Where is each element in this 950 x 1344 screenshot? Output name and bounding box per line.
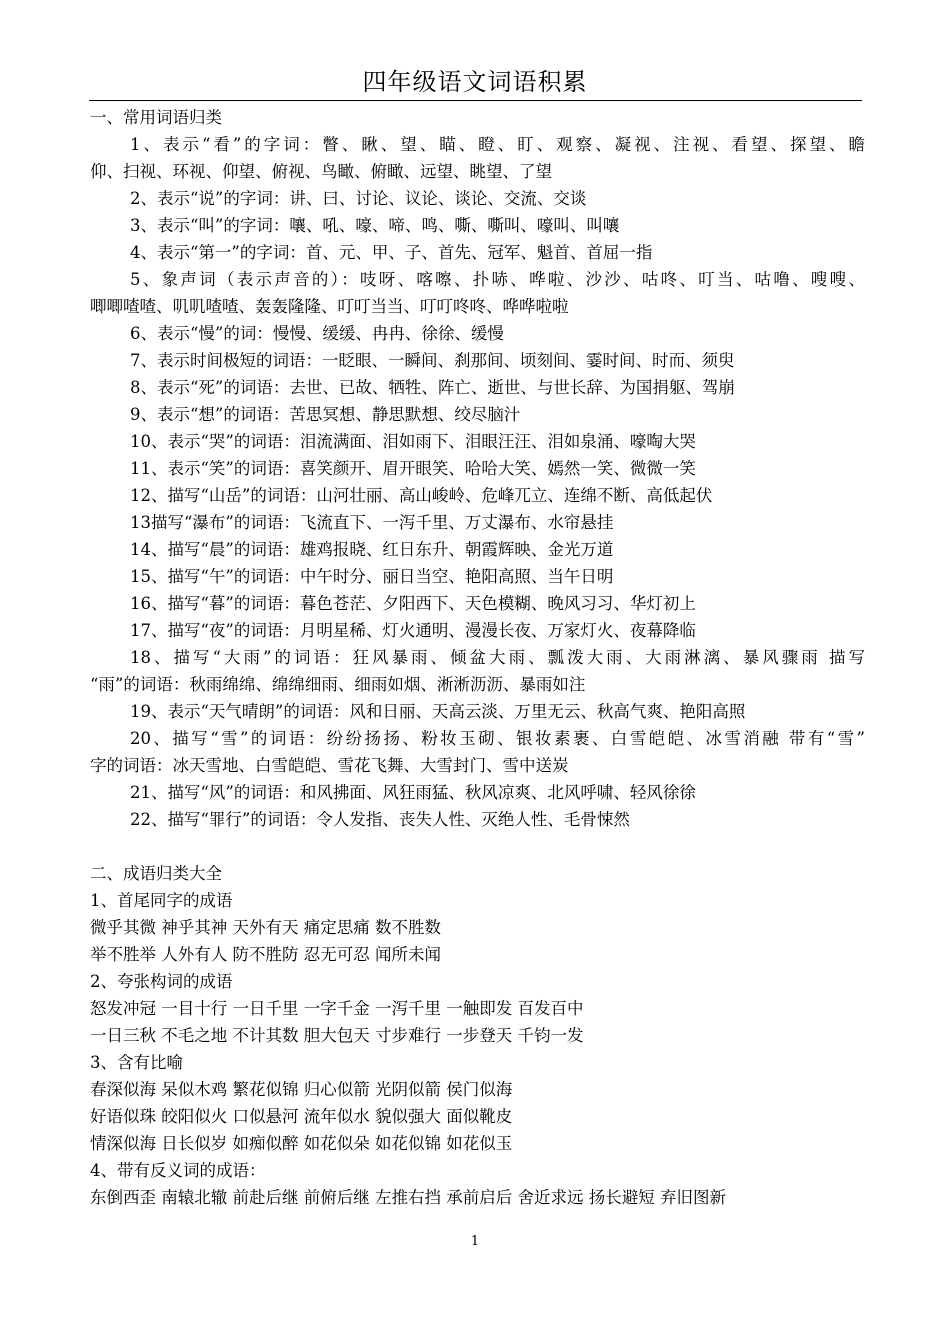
list-item: 8、表示“死”的词语：去世、已故、牺牲、阵亡、逝世、与世长辞、为国捐躯、驾崩 [130,378,735,397]
idiom-row: 春深似海 呆似木鸡 繁花似锦 归心似箭 光阴似箭 侯门似海 [90,1080,513,1099]
list-item: 7、表示时间极短的词语：一眨眼、一瞬间、刹那间、顷刻间、霎时间、时而、须臾 [130,351,735,370]
idiom-group-title: 1、首尾同字的成语 [90,891,233,910]
idiom-row: 微乎其微 神乎其神 天外有天 痛定思痛 数不胜数 [90,918,441,937]
idiom-group-title: 4、带有反义词的成语： [90,1161,266,1180]
list-item: 13描写“瀑布”的词语：飞流直下、一泻千里、万丈瀑布、水帘悬挂 [130,513,614,532]
list-item: 6、表示“慢”的词：慢慢、缓缓、冉冉、徐徐、缓慢 [130,324,504,343]
list-item-continuation: 唧唧喳喳、叽叽喳喳、轰轰隆隆、叮叮当当、叮叮咚咚、哗哗啦啦 [90,297,569,316]
list-item: 21、描写“风”的词语：和风拂面、风狂雨猛、秋风凉爽、北风呼啸、轻风徐徐 [130,783,696,802]
idiom-row: 东倒西歪 南辕北辙 前赴后继 前俯后继 左推右挡 承前启后 舍近求远 扬长避短 弃旧图新 [90,1188,726,1207]
list-item: 12、描写“山岳”的词语：山河壮丽、高山峻岭、危峰兀立、连绵不断、高低起伏 [130,486,713,505]
list-item: 19、表示“天气晴朗”的词语：风和日丽、天高云淡、万里无云、秋高气爽、艳阳高照 [130,702,746,721]
list-item: 1、表示“看”的字词：瞥、瞅、望、瞄、瞪、盯、观察、凝视、注视、看望、探望、瞻 [130,135,865,154]
idiom-group-title: 3、含有比喻 [90,1053,183,1072]
list-item-continuation: 字的词语：冰天雪地、白雪皑皑、雪花飞舞、大雪封门、雪中送炭 [90,756,569,775]
list-item: 11、表示“笑”的词语：喜笑颜开、眉开眼笑、哈哈大笑、嫣然一笑、微微一笑 [130,459,696,478]
list-item: 4、表示“第一”的字词：首、元、甲、子、首先、冠军、魁首、首屈一指 [130,243,653,262]
list-item: 20、描写“雪”的词语：纷纷扬扬、粉妆玉砌、银妆素裹、白雪皑皑、冰雪消融 带有“雪” [130,729,865,748]
list-item-continuation: 仰、扫视、环视、仰望、俯视、鸟瞰、俯瞰、远望、眺望、了望 [90,162,552,181]
list-item: 18、描写“大雨”的词语：狂风暴雨、倾盆大雨、瓢泼大雨、大雨淋漓、暴风骤雨 描写 [130,648,865,667]
idiom-group-title: 2、夸张构词的成语 [90,972,233,991]
idiom-row: 怒发冲冠 一目十行 一日千里 一字千金 一泻千里 一触即发 百发百中 [90,999,584,1018]
document-body [90,104,865,1211]
list-item: 2、表示“说”的字词：讲、曰、讨论、议论、谈论、交流、交谈 [130,189,587,208]
section-heading: 二、成语归类大全 [90,864,222,883]
list-item: 14、描写“晨”的词语：雄鸡报晓、红日东升、朝霞辉映、金光万道 [130,540,614,559]
idiom-row: 情深似海 日长似岁 如痴似醉 如花似朵 如花似锦 如花似玉 [90,1134,513,1153]
list-item: 5、象声词（表示声音的）：吱呀、喀嚓、扑哧、哗啦、沙沙、咕咚、叮当、咕噜、嗖嗖、 [130,270,865,289]
idiom-row: 好语似珠 皎阳似火 口似悬河 流年似水 貌似强大 面似靴皮 [90,1107,513,1126]
idiom-row: 举不胜举 人外有人 防不胜防 忍无可忍 闻所未闻 [90,945,441,964]
list-item: 17、描写“夜”的词语：月明星稀、灯火通明、漫漫长夜、万家灯火、夜幕降临 [130,621,696,640]
list-item-continuation: “雨”的词语：秋雨绵绵、绵绵细雨、细雨如烟、淅淅沥沥、暴雨如注 [90,675,586,694]
page-number: 1 [470,1234,480,1249]
idiom-row: 一日三秋 不毛之地 不计其数 胆大包天 寸步难行 一步登天 千钧一发 [90,1026,584,1045]
page-title: 四年级语文词语积累 [362,68,588,96]
list-item: 3、表示“叫”的字词：嚷、吼、嚎、啼、鸣、嘶、嘶叫、嚎叫、叫嚷 [130,216,620,235]
section-spacer [90,833,865,860]
list-item: 16、描写“暮”的词语：暮色苍茫、夕阳西下、天色模糊、晚风习习、华灯初上 [130,594,696,613]
title-rule [89,100,862,101]
list-item: 22、描写“罪行”的词语：令人发指、丧失人性、灭绝人性、毛骨悚然 [130,810,630,829]
list-item: 15、描写“午”的词语：中午时分、丽日当空、艳阳高照、当午日明 [130,567,614,586]
list-item: 9、表示“想”的词语：苦思冥想、静思默想、绞尽脑汁 [130,405,521,424]
list-item: 10、表示“哭”的词语：泪流满面、泪如雨下、泪眼汪汪、泪如泉涌、嚎啕大哭 [130,432,696,451]
section-heading: 一、常用词语归类 [90,108,222,127]
